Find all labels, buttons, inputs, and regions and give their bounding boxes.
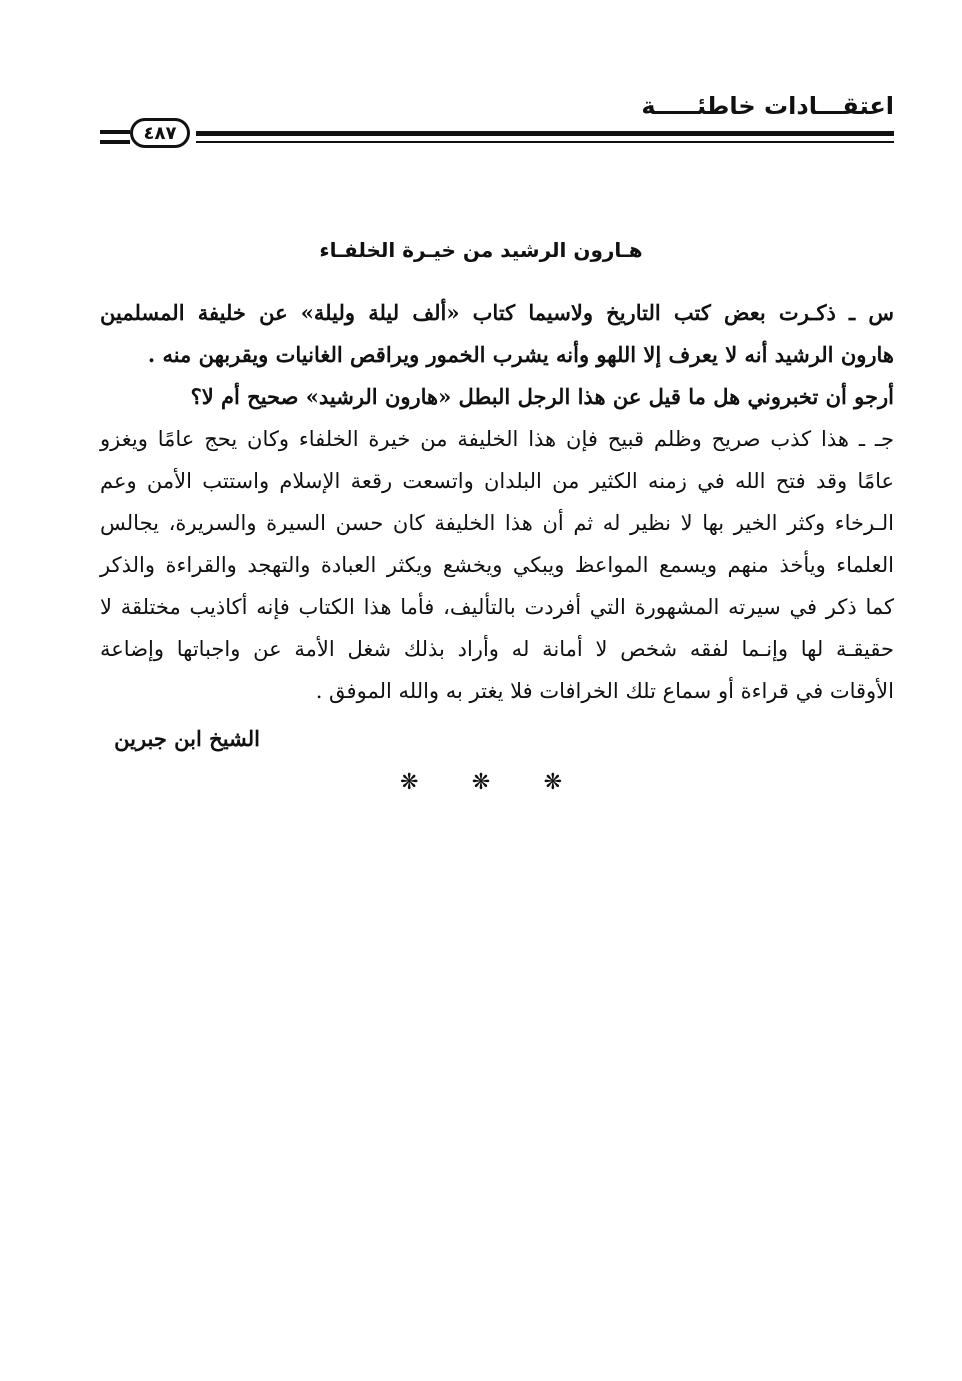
header-rule-left-upper — [100, 130, 130, 134]
question-line: هارون الرشيد أنه لا يعرف إلا اللهو وأنه يشرب الخمور ويراقص الغانيات ويقربهن منه . — [147, 342, 894, 367]
signature: الشيخ ابن جبرين — [114, 726, 260, 751]
answer-line: الـرخاء وكثر الخير بها لا نظير له ثم أن هذا الخليفة كان حسن السيرة والسريرة، يجالس — [100, 511, 894, 535]
answer-line: كما ذكر في سيرته المشهورة التي أفردت بالتأليف، فأما هذا الكتاب فإنه أكاذيب مختلقة لا — [100, 595, 894, 619]
header-rule-thick — [196, 131, 894, 136]
answer-line: عامًا وقد فتح الله في زمنه الكثير من البلدان واتسعت رقعة الإسلام واستتب الأمن وعم — [100, 469, 894, 493]
header-rule-thin — [196, 141, 894, 143]
question-line: س ـ ذكـرت بعض كتب التاريخ ولاسيما كتاب «ألف ليلة وليلة» عن خليفة المسلمين — [100, 300, 894, 325]
answer-line: حقيقـة لها وإنـما لفقه شخص لا أمانة له وأراد بذلك شغل الأمة عن واجباتها وإضاعة — [100, 637, 894, 661]
separator-star: ❋ — [400, 770, 419, 795]
section-separator — [400, 770, 562, 795]
article-body — [100, 292, 894, 712]
answer-line: جـ ـ هذا كذب صريح وظلم قبيح فإن هذا الخليفة من خيرة الخلفاء وكان يحج عامًا ويغزو — [100, 427, 894, 451]
question-line: أرجو أن تخبروني هل ما قيل عن هذا الرجل البطل «هارون الرشيد» صحيح أم لا؟ — [190, 384, 894, 409]
page-number: ٤٨٧ — [130, 118, 190, 148]
answer-line: الأوقات في قراءة أو سماع تلك الخرافات فلا يغتر به والله الموفق . — [315, 679, 894, 703]
header-rule-left-lower — [100, 140, 130, 144]
separator-star: ❋ — [543, 770, 562, 795]
article-title: هـارون الرشيد من خيـرة الخلفـاء — [319, 238, 643, 262]
answer-line: العلماء ويأخذ منهم ويسمع المواعظ ويبكي ويخشع ويكثر العبادة والتهجد والقراءة والذكر — [100, 553, 894, 577]
running-title: اعتقـــادات خاطئـــــة — [641, 92, 894, 120]
separator-star: ❋ — [471, 770, 491, 795]
